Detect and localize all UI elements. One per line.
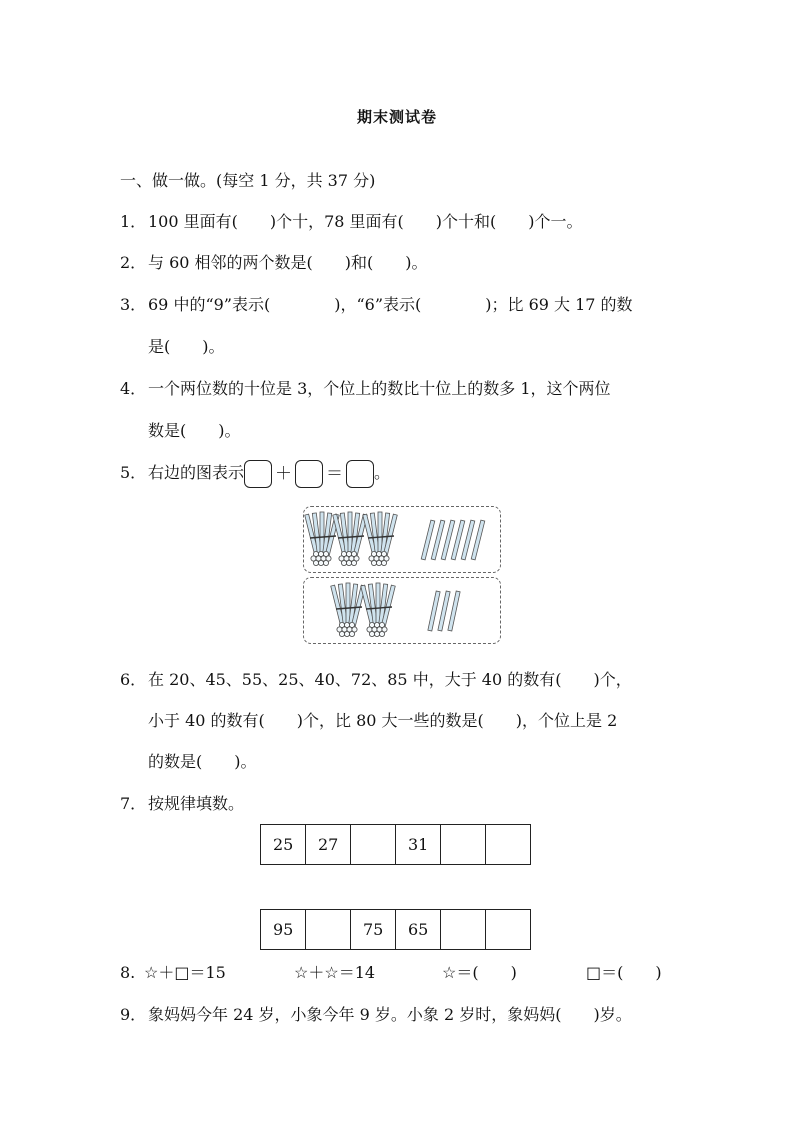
loose-sticks-icon bbox=[421, 520, 485, 560]
sequence-blank[interactable] bbox=[306, 910, 351, 950]
question-6-continued: 小于 40 的数有( )个，比 80 大一些的数是( )，个位上是 2 bbox=[148, 711, 618, 730]
question-number: 3． bbox=[120, 295, 147, 314]
sequence-blank[interactable] bbox=[486, 910, 531, 950]
sequence-cell: 25 bbox=[261, 825, 306, 865]
sequence-cell: 31 bbox=[396, 825, 441, 865]
question-2 bbox=[120, 252, 428, 274]
question-9 bbox=[120, 1004, 632, 1026]
question-number: 5． bbox=[120, 463, 147, 482]
sentence-end: 。 bbox=[374, 463, 391, 482]
equation-1: ☆＋□＝15 bbox=[144, 963, 226, 982]
question-4-continued: 数是( )。 bbox=[148, 421, 241, 440]
sequence-blank[interactable] bbox=[441, 825, 486, 865]
question-text: 在 20、45、55、25、40、72、85 中，大于 40 的数有( )个， bbox=[148, 670, 632, 689]
equation-4: □＝( ) bbox=[586, 963, 662, 982]
question-4 bbox=[120, 378, 611, 400]
plus-sign: ＋ bbox=[275, 463, 293, 484]
question-text: 69 中的“9”表示( )，“6”表示( )；比 69 大 17 的数 bbox=[148, 295, 633, 314]
question-number: 2． bbox=[120, 253, 147, 272]
section-heading: 一、做一做。(每空 1 分，共 37 分) bbox=[120, 171, 376, 190]
question-7 bbox=[120, 793, 244, 815]
question-number: 7． bbox=[120, 794, 147, 813]
page-title: 期末测试卷 bbox=[356, 108, 437, 126]
answer-box[interactable] bbox=[244, 460, 272, 488]
sequence-cell: 65 bbox=[396, 910, 441, 950]
sequence-cell: 95 bbox=[261, 910, 306, 950]
question-text: 100 里面有( )个十，78 里面有( )个十和( )个一。 bbox=[148, 212, 583, 231]
question-number: 9． bbox=[120, 1005, 147, 1024]
sequence-table-2 bbox=[260, 909, 531, 950]
question-number: 6． bbox=[120, 670, 147, 689]
question-number: 4． bbox=[120, 379, 147, 398]
loose-sticks-icon bbox=[428, 591, 460, 631]
equation-2: ☆＋☆＝14 bbox=[294, 963, 376, 982]
equation-3: ☆＝( ) bbox=[442, 963, 517, 982]
question-text: 一个两位数的十位是 3，个位上的数比十位上的数多 1，这个两位 bbox=[148, 379, 611, 398]
sticks-bundles-image bbox=[304, 578, 500, 643]
sequence-table-1 bbox=[260, 824, 531, 865]
sticks-picture-bottom bbox=[303, 577, 501, 644]
question-3-continued: 是( )。 bbox=[148, 337, 225, 356]
question-text: 右边的图表示 bbox=[148, 463, 245, 482]
answer-box[interactable] bbox=[295, 460, 323, 488]
question-3 bbox=[120, 294, 633, 316]
equals-sign: ＝ bbox=[326, 463, 344, 484]
question-5 bbox=[120, 458, 390, 489]
question-1 bbox=[120, 211, 583, 233]
question-text: 按规律填数。 bbox=[148, 794, 245, 813]
sticks-bundles-image bbox=[304, 507, 500, 572]
sticks-picture-top bbox=[303, 506, 501, 573]
question-text: 象妈妈今年 24 岁，小象今年 9 岁。小象 2 岁时，象妈妈( )岁。 bbox=[148, 1005, 632, 1024]
question-text: 与 60 相邻的两个数是( )和( )。 bbox=[148, 253, 428, 272]
answer-box[interactable] bbox=[346, 460, 374, 488]
question-number: 1． bbox=[120, 212, 147, 231]
sequence-blank[interactable] bbox=[441, 910, 486, 950]
sequence-cell: 27 bbox=[306, 825, 351, 865]
question-6-continued: 的数是( )。 bbox=[148, 752, 257, 771]
sequence-cell: 75 bbox=[351, 910, 396, 950]
question-number: 8. bbox=[120, 963, 136, 982]
question-8 bbox=[120, 962, 662, 984]
sequence-blank[interactable] bbox=[486, 825, 531, 865]
sequence-blank[interactable] bbox=[351, 825, 396, 865]
question-6 bbox=[120, 669, 632, 691]
